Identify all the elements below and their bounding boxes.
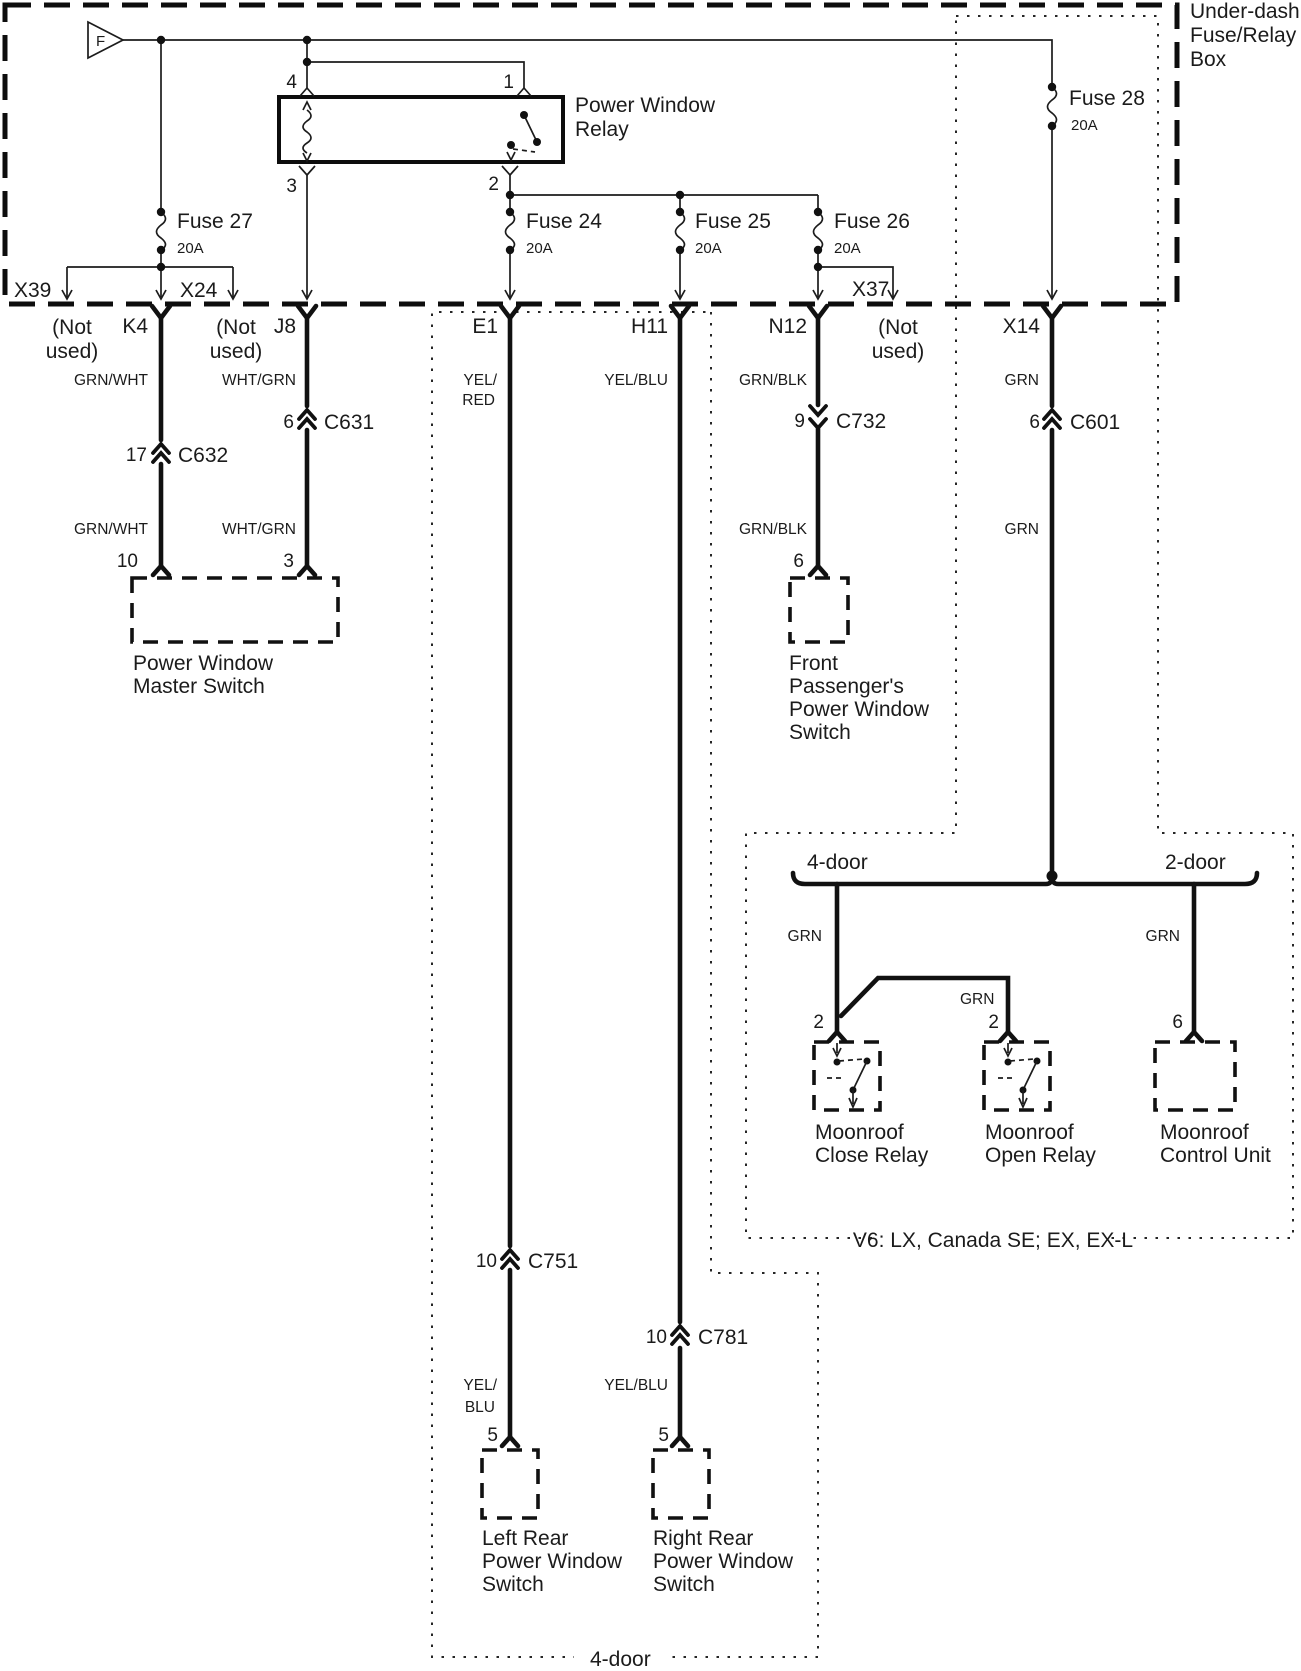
fuse-27-label: Fuse 27 [177,210,253,233]
variant-two-door-label: 2-door [1165,851,1226,874]
fuse28-bottom-dot [1048,122,1056,130]
front-passenger-name-line3: Power Window [789,698,930,721]
wire-color-wht-grn-upper: WHT/GRN [221,372,296,389]
relay-coil-icon [303,110,311,153]
open-relay-pin-arrow-icon [1004,1043,1012,1056]
wire-color-grn-control: GRN [1145,928,1180,945]
relay-pin2-fork-icon [502,166,518,175]
wire-color-grn-blk-upper: GRN/BLK [738,372,807,389]
x24-not-used-line2: used) [209,340,263,363]
wire-color-grn-jumper: GRN [960,991,995,1008]
exit-x39-label: X39 [14,279,52,302]
box-label-line1: Under-dash [1190,0,1300,23]
front-passenger-name-line1: Front [789,652,839,675]
wire-color-yel-upper: YEL/ [463,372,497,389]
connector-open-relay-pin2-icon [1000,1032,1016,1041]
c732-name-label: C732 [836,410,887,433]
fuse-27-amp: 20A [177,240,204,257]
c632-name-label: C632 [178,444,229,467]
fuse24-top-dot [506,208,514,216]
left-rear-name-line1: Left Rear [482,1527,569,1550]
wire-color-yel-lower: YEL/ [463,1377,497,1394]
open-relay-pin2-label: 2 [988,1012,999,1033]
wire-pin2-fuse-bus [510,175,818,212]
relay-contact-arm [524,115,537,142]
x24-not-used-line1: (Not [216,316,256,339]
c631-name-label: C631 [324,411,375,434]
close-relay-dashed-contact [839,1059,864,1061]
connector-control-unit-pin6-icon [1186,1032,1202,1041]
junction-dot [676,191,684,199]
control-unit-name-line1: Moonroof [1160,1121,1249,1144]
fuse28-top-dot [1048,83,1056,91]
front-passenger-switch-outline [790,578,848,642]
under-dash-fuse-relay-box-outline [5,5,1177,304]
wire-color-grn-close: GRN [787,928,822,945]
master-switch-name-line2: Master Switch [133,675,265,698]
relay-contact-arrow-icon [507,152,515,160]
junction-dot [814,263,822,271]
fuse-28-icon [1048,87,1057,126]
junction-dot [303,36,311,44]
relay-contact-dot [520,111,528,119]
fuse-25-label: Fuse 25 [695,210,771,233]
wire-color-grn-wht-lower: GRN/WHT [73,521,148,538]
right-rear-switch-outline [653,1450,709,1518]
left-rear-switch-outline [482,1450,538,1518]
fuse25-top-dot [676,208,684,216]
connector-passenger-pin6-icon [810,566,826,575]
fuse-28-label: Fuse 28 [1069,87,1145,110]
relay-coil-arrow-up-icon [303,102,311,110]
c631-pin-label: 6 [283,412,294,433]
wire-color-blu-lower: BLU [464,1399,495,1416]
connector-c631-icon [299,410,315,428]
relay-coil-arrow-down-icon [303,153,311,161]
open-relay-dashed-contact [1010,1059,1034,1061]
exit-e1-label: E1 [472,315,498,338]
open-relay-arm [1023,1061,1037,1090]
wire-relay-pin1 [307,62,524,88]
exit-x14-label: X14 [1002,315,1040,338]
fuse-26-icon [814,212,823,250]
connector-master-pin10-icon [153,566,169,575]
master-switch-name-line1: Power Window [133,652,274,675]
relay-pin4-label: 4 [286,72,297,93]
relay-pin3-fork-icon [299,166,315,175]
wire-color-grn-blk-lower: GRN/BLK [738,521,807,538]
box-label-line2: Fuse/Relay [1190,24,1297,47]
wire-color-yel-blu-lower: YEL/BLU [604,1377,668,1394]
fuse24-bottom-dot [506,246,514,254]
close-relay-arm [853,1061,867,1090]
control-unit-name-line2: Control Unit [1160,1144,1271,1167]
x37-not-used-line2: used) [871,340,925,363]
c601-pin-label: 6 [1029,412,1040,433]
four-door-variant-region-outline [432,312,818,1657]
variant-four-door-label: 4-door [807,851,868,874]
connector-c632-icon [153,444,169,462]
connector-c751-icon [502,1250,518,1268]
c632-pin-label: 17 [125,445,147,466]
variant-split-bus [793,873,1257,884]
master-switch-pin10-label: 10 [116,551,138,572]
close-relay-out-arrow-icon [849,1090,857,1107]
fuse-26-label: Fuse 26 [834,210,910,233]
relay-pin1-fork-icon [517,88,531,96]
right-rear-pin5-label: 5 [658,1425,669,1446]
fuse-25-icon [676,212,685,250]
relay-name-line1: Power Window [575,94,716,117]
right-rear-name-line3: Switch [653,1573,715,1596]
relay-contact-dot [533,138,541,146]
moonroof-open-relay-outline [984,1042,1050,1110]
fuse-24-label: Fuse 24 [526,210,602,233]
c781-pin-label: 10 [645,1327,667,1348]
exit-x24-label: X24 [180,279,218,302]
connector-right-rear-pin5-icon [672,1437,688,1446]
relay-pin4-fork-icon [300,88,314,96]
relay-pin3-label: 3 [286,176,297,197]
wire-color-yel-blu-upper: YEL/BLU [604,372,668,389]
x39-not-used-line2: used) [45,340,99,363]
fuse-28-amp: 20A [1071,117,1098,134]
fuse27-top-dot [157,208,165,216]
exit-x37-label: X37 [852,278,890,301]
relay-contact-dashed [513,149,535,152]
relay-pin1-label: 1 [503,72,514,93]
close-relay-name-line2: Close Relay [815,1144,929,1167]
junction-dot [506,191,514,199]
exit-n12-label: N12 [768,315,807,338]
connector-c781-icon [672,1326,688,1344]
wire-color-grn-lower: GRN [1004,521,1039,538]
front-passenger-name-line4: Switch [789,721,851,744]
control-unit-pin6-label: 6 [1172,1012,1183,1033]
junction-dot [157,263,165,271]
open-relay-name-line1: Moonroof [985,1121,1074,1144]
c751-pin-label: 10 [475,1251,497,1272]
connector-master-pin3-icon [299,566,315,575]
exit-h11-label: H11 [631,315,668,338]
close-relay-name-line1: Moonroof [815,1121,904,1144]
power-source-f-label: F [96,33,106,50]
fuse-26-amp: 20A [834,240,861,257]
left-rear-name-line3: Switch [482,1573,544,1596]
exit-j8-label: J8 [273,315,296,338]
power-window-master-switch-outline [132,578,338,642]
c601-name-label: C601 [1070,411,1121,434]
exit-k4-label: K4 [122,315,148,338]
wire-color-grn-upper: GRN [1004,372,1039,389]
c751-name-label: C751 [528,1250,579,1273]
left-rear-name-line2: Power Window [482,1550,623,1573]
junction-dot [157,36,165,44]
c732-pin-label: 9 [794,411,805,432]
junction-dot [303,58,311,66]
front-passenger-pin6-label: 6 [793,551,804,572]
open-relay-out-arrow-icon [1019,1090,1027,1107]
connector-left-rear-pin5-icon [502,1437,518,1446]
x39-not-used-line1: (Not [52,316,92,339]
v6-variant-note: V6: LX, Canada SE; EX, EX-L [852,1229,1134,1252]
moonroof-control-unit-outline [1155,1042,1235,1110]
relay-name-line2: Relay [575,118,629,141]
connector-c732-icon [810,406,826,428]
wire-f-main [123,40,1052,87]
fuse-24-icon [506,212,515,250]
x37-not-used-line1: (Not [878,316,918,339]
connector-close-relay-pin2-icon [829,1032,845,1041]
fuse26-top-dot [814,208,822,216]
moonroof-close-relay-internals [827,1043,871,1107]
master-switch-pin3-label: 3 [283,551,294,572]
fuse27-bottom-dot [157,246,165,254]
front-passenger-name-line2: Passenger's [789,675,904,698]
fuse-25-amp: 20A [695,240,722,257]
power-window-relay-outline [279,97,563,162]
relay-pin2-label: 2 [488,174,499,195]
fuse-27-icon [157,212,166,250]
variant-four-door-bottom-label: 4-door [590,1648,651,1671]
open-relay-name-line2: Open Relay [985,1144,1096,1167]
c781-name-label: C781 [698,1326,749,1349]
moonroof-open-relay-internals [998,1043,1041,1107]
close-relay-pin-arrow-icon [833,1043,841,1056]
v6-variant-region-outline [746,16,1293,1238]
right-rear-name-line2: Power Window [653,1550,794,1573]
fuse-24-amp: 20A [526,240,553,257]
connector-c601-icon [1044,410,1060,428]
right-rear-name-line1: Right Rear [653,1527,754,1550]
wire-color-wht-grn-lower: WHT/GRN [221,521,296,538]
moonroof-close-relay-outline [814,1042,880,1110]
wire-color-red-upper: RED [462,392,495,409]
box-label-line3: Box [1190,48,1227,71]
fuse26-bottom-dot [814,246,822,254]
fuse25-bottom-dot [676,246,684,254]
power-source-f-icon [88,22,123,58]
wire-color-grn-wht-upper: GRN/WHT [73,372,148,389]
left-rear-pin5-label: 5 [487,1425,498,1446]
relay-contact-dot [507,141,515,149]
close-relay-pin2-label: 2 [813,1012,824,1033]
